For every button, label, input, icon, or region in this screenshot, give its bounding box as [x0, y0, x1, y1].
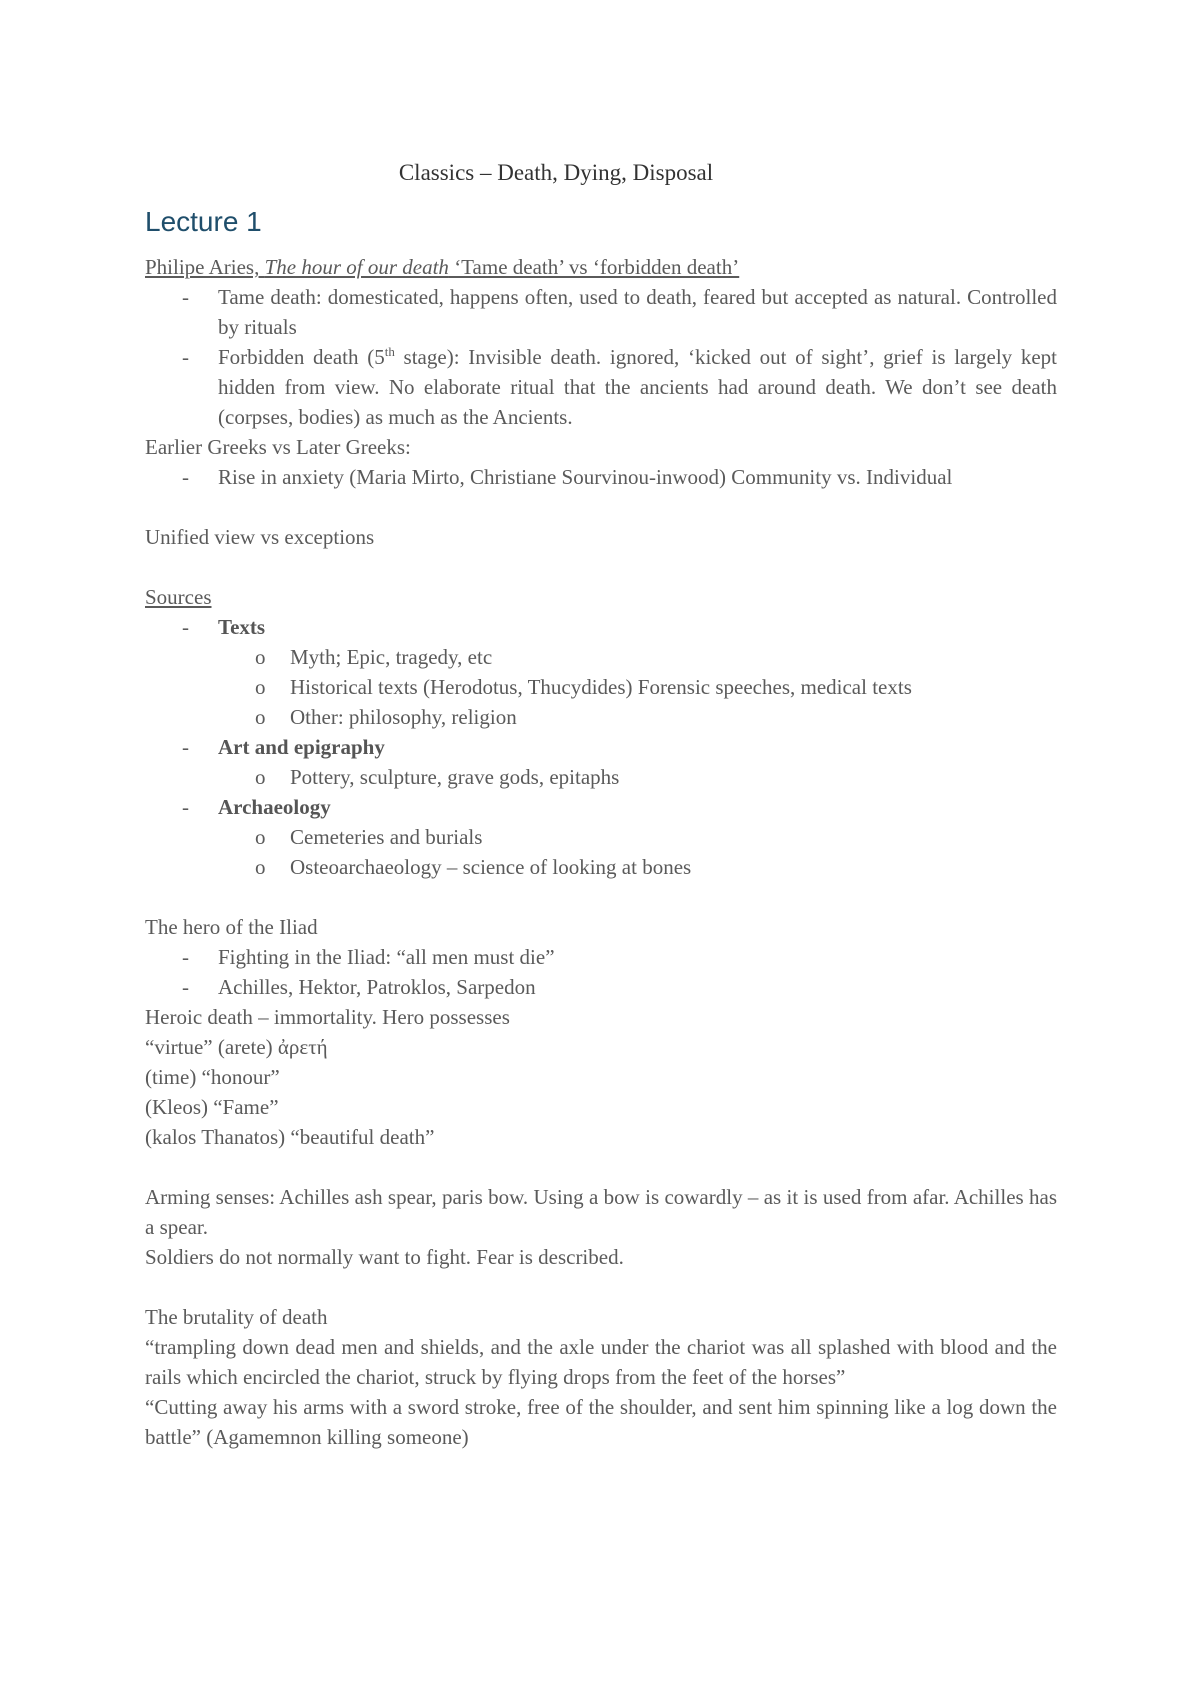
spacer — [145, 882, 1057, 912]
sub-item-text: Myth; Epic, tragedy, etc — [290, 645, 493, 669]
sub-list-item — [145, 762, 1057, 792]
dash-bullet: - — [182, 285, 189, 309]
list-item — [145, 342, 1057, 432]
dash-bullet: - — [182, 465, 189, 489]
list-item — [145, 612, 1057, 642]
aries-book-title: The hour of our death — [264, 255, 449, 279]
archaeology-label: Archaeology — [218, 795, 331, 819]
list-item — [145, 972, 1057, 1002]
forbidden-death-text — [218, 345, 1057, 429]
list-item — [145, 282, 1057, 342]
dash-bullet: - — [182, 615, 189, 639]
document-body — [145, 156, 1057, 1452]
list-item — [145, 942, 1057, 972]
arming-paragraph: Arming senses: Achilles ash spear, paris bow. Using a bow is cowardly – as it is used from afar. Achilles has a spear. — [145, 1185, 1057, 1239]
spacer — [145, 1272, 1057, 1302]
sub-list-item — [145, 702, 1057, 732]
quote-paragraph: “Cutting away his arms with a sword stroke, free of the shoulder, and sent him spinning like a log down the battle” (Agamemnon killing someone) — [145, 1395, 1057, 1449]
list-item — [145, 732, 1057, 762]
sub-list-item — [145, 852, 1057, 882]
tame-death-text: Tame death: domesticated, happens often, used to death, feared but accepted as natural. Controlled by rituals — [218, 285, 1057, 339]
list-item-text: Achilles, Hektor, Patroklos, Sarpedon — [218, 975, 536, 999]
spacer — [145, 552, 1057, 582]
sub-item-text: Cemeteries and burials — [290, 825, 483, 849]
spacer — [145, 1152, 1057, 1182]
hero-text-line: (time) “honour” — [145, 1065, 280, 1089]
spacer — [145, 492, 1057, 522]
aries-author: Philipe Aries, — [145, 255, 265, 279]
dash-bullet: - — [182, 345, 189, 369]
sub-list-item — [145, 642, 1057, 672]
list-item — [145, 792, 1057, 822]
circle-bullet: o — [255, 675, 266, 699]
quote-paragraph: “trampling down dead men and shields, and the axle under the chariot was all splashed with blood and the rails which encircled the chariot, struck by flying drops from the feet of the horses” — [145, 1335, 1057, 1389]
list-item — [145, 462, 1057, 492]
dash-bullet: - — [182, 735, 189, 759]
lecture-heading: Lecture 1 — [145, 206, 262, 237]
superscript: th — [384, 344, 395, 359]
unified-view-line: Unified view vs exceptions — [145, 525, 375, 549]
circle-bullet: o — [255, 855, 266, 879]
list-item-text: Fighting in the Iliad: “all men must die” — [218, 945, 555, 969]
document-title: Classics – Death, Dying, Disposal — [398, 160, 714, 185]
circle-bullet: o — [255, 765, 266, 789]
circle-bullet: o — [255, 645, 266, 669]
earlier-greeks-line: Earlier Greeks vs Later Greeks: — [145, 435, 411, 459]
sub-item-text: Other: philosophy, religion — [290, 705, 517, 729]
sub-list-item — [145, 822, 1057, 852]
hero-text-line: “virtue” (arete) ἀρετή — [145, 1035, 328, 1059]
texts-label: Texts — [218, 615, 266, 639]
dash-bullet: - — [182, 945, 189, 969]
brutality-line: The brutality of death — [145, 1305, 328, 1329]
sub-list-item — [145, 672, 1057, 702]
circle-bullet: o — [255, 705, 266, 729]
hero-text-line: (kalos Thanatos) “beautiful death” — [145, 1125, 435, 1149]
sub-item-text: Historical texts (Herodotus, Thucydides) Forensic speeches, medical texts — [290, 675, 912, 699]
hero-text-line: (Kleos) “Fame” — [145, 1095, 279, 1119]
anxiety-text: Rise in anxiety (Maria Mirto, Christiane Sourvinou-inwood) Community vs. Individual — [218, 465, 953, 489]
soldiers-paragraph: Soldiers do not normally want to fight. Fear is described. — [145, 1245, 624, 1269]
forbidden-pre: Forbidden death (5 — [218, 345, 385, 369]
dash-bullet: - — [182, 975, 189, 999]
aries-topic: ‘Tame death’ vs ‘forbidden death’ — [448, 255, 740, 279]
circle-bullet: o — [255, 825, 266, 849]
art-label: Art and epigraphy — [218, 735, 385, 759]
sub-item-text: Osteoarchaeology – science of looking at bones — [290, 855, 692, 879]
aries-line — [145, 252, 1057, 282]
sources-heading: Sources — [145, 585, 212, 609]
dash-bullet: - — [182, 795, 189, 819]
forbidden-post: stage): Invisible death. ignored, ‘kicked out of sight’, grief is largely kept hidden from view. No elaborate ritual that the ancients had around death. We don’t see death (corpses, bodies) as much as the Ancients. — [218, 345, 1058, 429]
hero-line: The hero of the Iliad — [145, 915, 318, 939]
sub-item-text: Pottery, sculpture, grave gods, epitaphs — [290, 765, 620, 789]
hero-text-line: Heroic death – immortality. Hero possesses — [145, 1005, 510, 1029]
